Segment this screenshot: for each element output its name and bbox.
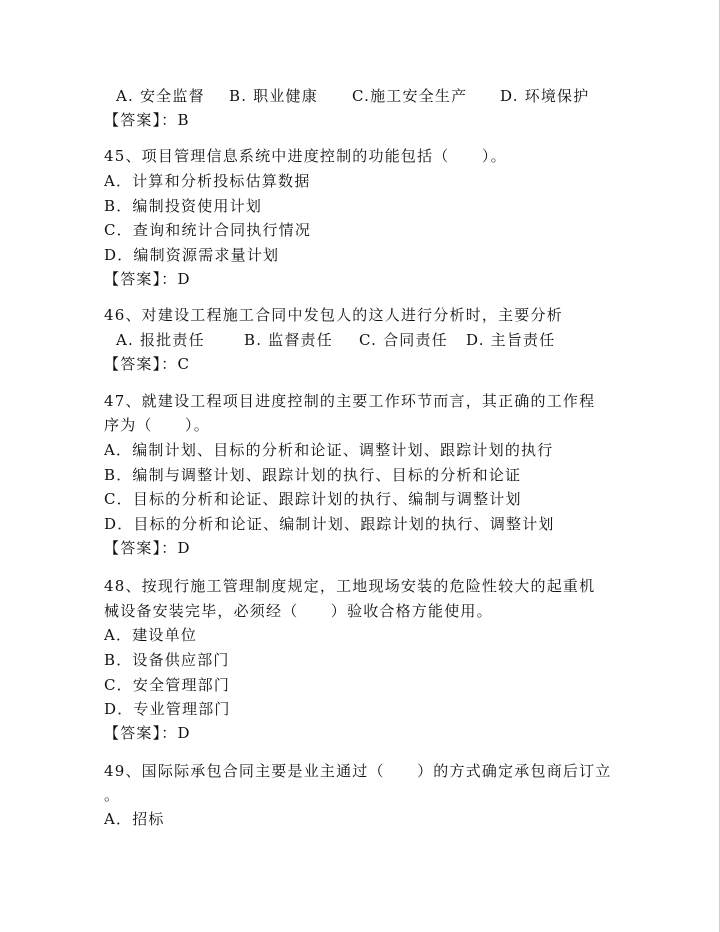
q47-option-a: A．编制计划、目标的分析和论证、调整计划、跟踪计划的执行 — [104, 441, 554, 459]
q47-option-b: B．编制与调整计划、跟踪计划的执行、目标的分析和论证 — [104, 466, 522, 484]
q48-option-a: A．建设单位 — [104, 626, 198, 644]
q47-stem-line1: 47、就建设工程项目进度控制的主要工作环节而言，其正确的工作程 — [104, 392, 596, 410]
q47-stem-line2: 序为（ ）。 — [104, 416, 210, 434]
q48-stem-line2: 械设备安装完毕，必须经（ ）验收合格方能使用。 — [104, 602, 493, 620]
q45-stem: 45、项目管理信息系统中进度控制的功能包括（ ）。 — [104, 147, 507, 165]
q49-stem-line1: 49、国际际承包合同主要是业主通过（ ）的方式确定承包商后订立 — [104, 762, 612, 780]
q46-option-a: A. 报批责任 — [116, 331, 205, 349]
q47-option-d: D．目标的分析和论证、编制计划、跟踪计划的执行、调整计划 — [104, 515, 555, 533]
q48-option-b: B．设备供应部门 — [104, 651, 230, 669]
q44-option-c: C.施工安全生产 — [352, 87, 468, 105]
q46-option-b: B. 监督责任 — [244, 331, 333, 349]
q47-answer: 【答案】：D — [104, 539, 191, 557]
q45-option-a: A．计算和分析投标估算数据 — [104, 172, 311, 190]
q46-option-d: D. 主旨责任 — [466, 331, 556, 349]
q44-option-d: D. 环境保护 — [500, 87, 590, 105]
q44-answer: 【答案】：B — [104, 111, 190, 129]
q48-answer: 【答案】：D — [104, 724, 191, 742]
q48-option-c: C．安全管理部门 — [104, 676, 231, 694]
q45-option-d: D．编制资源需求量计划 — [104, 246, 280, 264]
q44-option-a: A. 安全监督 — [116, 87, 205, 105]
q46-option-c: C. 合同责任 — [359, 331, 448, 349]
q46-stem: 46、对建设工程施工合同中发包人的这人进行分析时，主要分析 — [104, 306, 563, 324]
q49-stem-line2: 。 — [104, 786, 121, 804]
q45-option-c: C．查询和统计合同执行情况 — [104, 221, 312, 239]
q44-option-b: B. 职业健康 — [229, 87, 318, 105]
q48-stem-line1: 48、按现行施工管理制度规定，工地现场安装的危险性较大的起重机 — [104, 577, 596, 595]
q47-option-c: C．目标的分析和论证、跟踪计划的执行、编制与调整计划 — [104, 490, 522, 508]
q45-answer: 【答案】：D — [104, 270, 191, 288]
q49-option-a: A．招标 — [104, 810, 165, 828]
q46-answer: 【答案】：C — [104, 355, 191, 373]
q45-option-b: B．编制投资使用计划 — [104, 197, 263, 215]
q48-option-d: D．专业管理部门 — [104, 700, 231, 718]
